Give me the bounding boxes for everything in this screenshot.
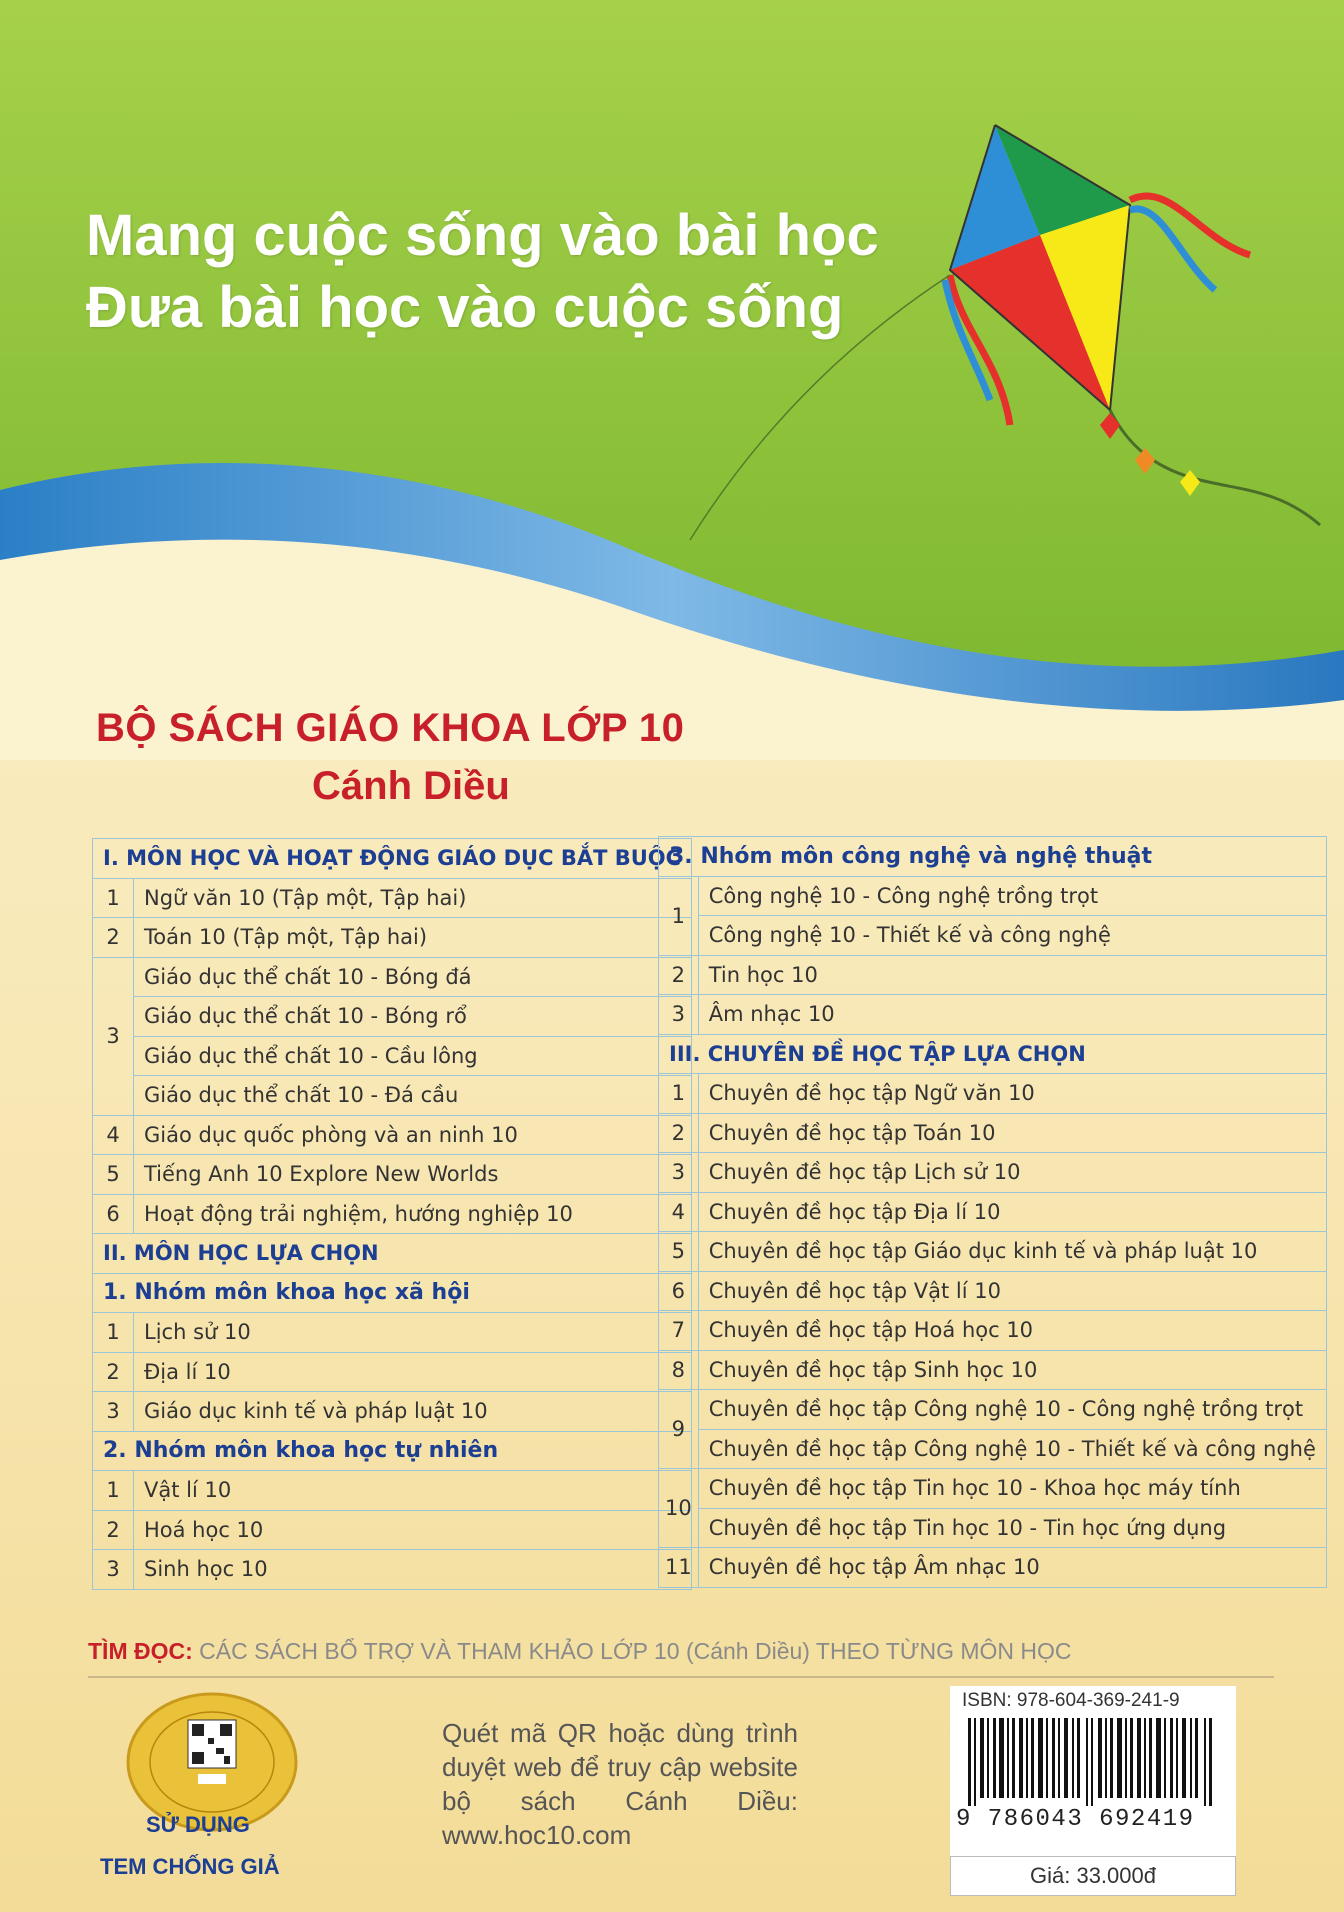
table-row — [659, 995, 1327, 1035]
row-number: 7 — [659, 1311, 699, 1351]
row-number: 4 — [659, 1192, 699, 1232]
row-number: 9 — [659, 1390, 699, 1469]
book-title: Địa lí 10 — [134, 1352, 692, 1392]
row-number: 2 — [659, 955, 699, 995]
book-title: Tin học 10 — [698, 955, 1326, 995]
table-row — [93, 1550, 692, 1590]
table-row — [659, 1271, 1327, 1311]
row-number: 2 — [93, 918, 134, 958]
table-row — [93, 997, 692, 1037]
book-title: Toán 10 (Tập một, Tập hai) — [134, 918, 692, 958]
slogan-line-2: Đưa bài học vào cuộc sống — [86, 275, 844, 340]
table-row — [93, 1194, 692, 1234]
book-title: Tiếng Anh 10 Explore New Worlds — [134, 1155, 692, 1195]
divider — [88, 1676, 1274, 1678]
table-row — [659, 1390, 1327, 1430]
table-row — [93, 1076, 692, 1116]
row-number: 3 — [93, 957, 134, 1115]
book-title: Chuyên đề học tập Âm nhạc 10 — [698, 1548, 1326, 1588]
price-label: Giá: 33.000đ — [950, 1856, 1236, 1896]
left-subject-table — [92, 838, 692, 1590]
row-number: 3 — [659, 995, 699, 1035]
table-row — [93, 1510, 692, 1550]
row-number: 3 — [93, 1550, 134, 1590]
book-title: Lịch sử 10 — [134, 1313, 692, 1353]
book-title: Giáo dục thể chất 10 - Đá cầu — [134, 1076, 692, 1116]
section-heading: II. MÔN HỌC LỰA CHỌN — [93, 1234, 692, 1274]
table-row — [93, 1115, 692, 1155]
book-title: Chuyên đề học tập Hoá học 10 — [698, 1311, 1326, 1351]
book-title: Công nghệ 10 - Thiết kế và công nghệ — [698, 916, 1326, 956]
book-title: Chuyên đề học tập Ngữ văn 10 — [698, 1074, 1326, 1114]
table-row — [93, 1036, 692, 1076]
table-row — [93, 918, 692, 958]
table-row — [93, 957, 692, 997]
table-row — [659, 1469, 1327, 1509]
table-row — [93, 878, 692, 918]
barcode-number: 9 786043 692419 — [956, 1806, 1195, 1833]
row-number: 10 — [659, 1469, 699, 1548]
book-title: Chuyên đề học tập Giáo dục kinh tế và pháp luật 10 — [698, 1232, 1326, 1272]
section-heading: III. CHUYÊN ĐỀ HỌC TẬP LỰA CHỌN — [659, 1034, 1327, 1074]
book-series-title: BỘ SÁCH GIÁO KHOA LỚP 10 — [96, 706, 685, 750]
top-banner — [0, 0, 1344, 760]
slogan-line-1: Mang cuộc sống vào bài học — [86, 203, 879, 268]
row-number: 2 — [93, 1352, 134, 1392]
table-row — [93, 1313, 692, 1353]
book-title: Vật lí 10 — [134, 1471, 692, 1511]
group-heading: 3. Nhóm môn công nghệ và nghệ thuật — [659, 837, 1327, 877]
book-title: Chuyên đề học tập Lịch sử 10 — [698, 1153, 1326, 1193]
row-number: 3 — [93, 1392, 134, 1432]
table-row — [659, 1192, 1327, 1232]
table-row — [659, 1232, 1327, 1272]
table-row — [93, 1155, 692, 1195]
row-number: 2 — [93, 1510, 134, 1550]
book-title: Hoá học 10 — [134, 1510, 692, 1550]
row-number: 5 — [93, 1155, 134, 1195]
table-row — [659, 1074, 1327, 1114]
table-row — [659, 876, 1327, 916]
section-heading: I. MÔN HỌC VÀ HOẠT ĐỘNG GIÁO DỤC BẮT BUỘC — [93, 839, 692, 879]
qr-instructions: Quét mã QR hoặc dùng trình duyệt web để truy cập website bộ sách Cánh Diều: www.hoc10.com — [442, 1718, 798, 1850]
book-title: Chuyên đề học tập Tin học 10 - Khoa học máy tính — [698, 1469, 1326, 1509]
table-row — [659, 1113, 1327, 1153]
book-title: Hoạt động trải nghiệm, hướng nghiệp 10 — [134, 1194, 692, 1234]
table-row — [93, 1352, 692, 1392]
table-row — [659, 955, 1327, 995]
book-series-subtitle: Cánh Diều — [312, 764, 510, 808]
row-number: 1 — [659, 876, 699, 955]
table-row — [659, 916, 1327, 956]
book-title: Giáo dục quốc phòng và an ninh 10 — [134, 1115, 692, 1155]
row-number: 4 — [93, 1115, 134, 1155]
book-title: Giáo dục thể chất 10 - Bóng đá — [134, 957, 692, 997]
slogan — [86, 200, 879, 344]
table-row — [659, 1153, 1327, 1193]
table-row — [93, 1471, 692, 1511]
book-title: Chuyên đề học tập Địa lí 10 — [698, 1192, 1326, 1232]
book-title: Chuyên đề học tập Tin học 10 - Tin học ứng dụng — [698, 1508, 1326, 1548]
book-title: Ngữ văn 10 (Tập một, Tập hai) — [134, 878, 692, 918]
book-title: Sinh học 10 — [134, 1550, 692, 1590]
find-more-note — [88, 1638, 1072, 1665]
anti-counterfeit-stamp-icon — [126, 1692, 298, 1832]
book-title: Giáo dục thể chất 10 - Bóng rổ — [134, 997, 692, 1037]
stamp-caption-line-1: SỬ DỤNG — [146, 1812, 250, 1837]
book-title: Chuyên đề học tập Vật lí 10 — [698, 1271, 1326, 1311]
row-number: 8 — [659, 1350, 699, 1390]
book-title: Chuyên đề học tập Sinh học 10 — [698, 1350, 1326, 1390]
row-number: 1 — [93, 878, 134, 918]
book-title: Chuyên đề học tập Toán 10 — [698, 1113, 1326, 1153]
book-title: Chuyên đề học tập Công nghệ 10 - Công nghệ trồng trọt — [698, 1390, 1326, 1430]
row-number: 1 — [659, 1074, 699, 1114]
table-row — [659, 1429, 1327, 1469]
table-row — [659, 1311, 1327, 1351]
row-number: 6 — [659, 1271, 699, 1311]
stamp-caption-line-2: TEM CHỐNG GIẢ — [100, 1854, 280, 1879]
table-row — [659, 1548, 1327, 1588]
table-row — [659, 1350, 1327, 1390]
book-title: Chuyên đề học tập Công nghệ 10 - Thiết kế và công nghệ — [698, 1429, 1326, 1469]
group-heading: 2. Nhóm môn khoa học tự nhiên — [93, 1431, 692, 1471]
book-title: Giáo dục thể chất 10 - Cầu lông — [134, 1036, 692, 1076]
row-number: 2 — [659, 1113, 699, 1153]
row-number: 6 — [93, 1194, 134, 1234]
book-title: Giáo dục kinh tế và pháp luật 10 — [134, 1392, 692, 1432]
table-row — [659, 1508, 1327, 1548]
row-number: 5 — [659, 1232, 699, 1272]
find-more-label: TÌM ĐỌC: — [88, 1638, 193, 1664]
find-more-text: CÁC SÁCH BỔ TRỢ VÀ THAM KHẢO LỚP 10 (Cánh Diều) THEO TỪNG MÔN HỌC — [192, 1638, 1072, 1664]
book-title: Công nghệ 10 - Công nghệ trồng trọt — [698, 876, 1326, 916]
row-number: 1 — [93, 1313, 134, 1353]
row-number: 1 — [93, 1471, 134, 1511]
isbn-label: ISBN: 978-604-369-241-9 — [962, 1690, 1180, 1711]
book-title: Âm nhạc 10 — [698, 995, 1326, 1035]
table-row — [93, 1392, 692, 1432]
barcode-icon — [968, 1718, 1218, 1806]
row-number: 11 — [659, 1548, 699, 1588]
row-number: 3 — [659, 1153, 699, 1193]
group-heading: 1. Nhóm môn khoa học xã hội — [93, 1273, 692, 1313]
right-subject-table — [658, 836, 1327, 1588]
